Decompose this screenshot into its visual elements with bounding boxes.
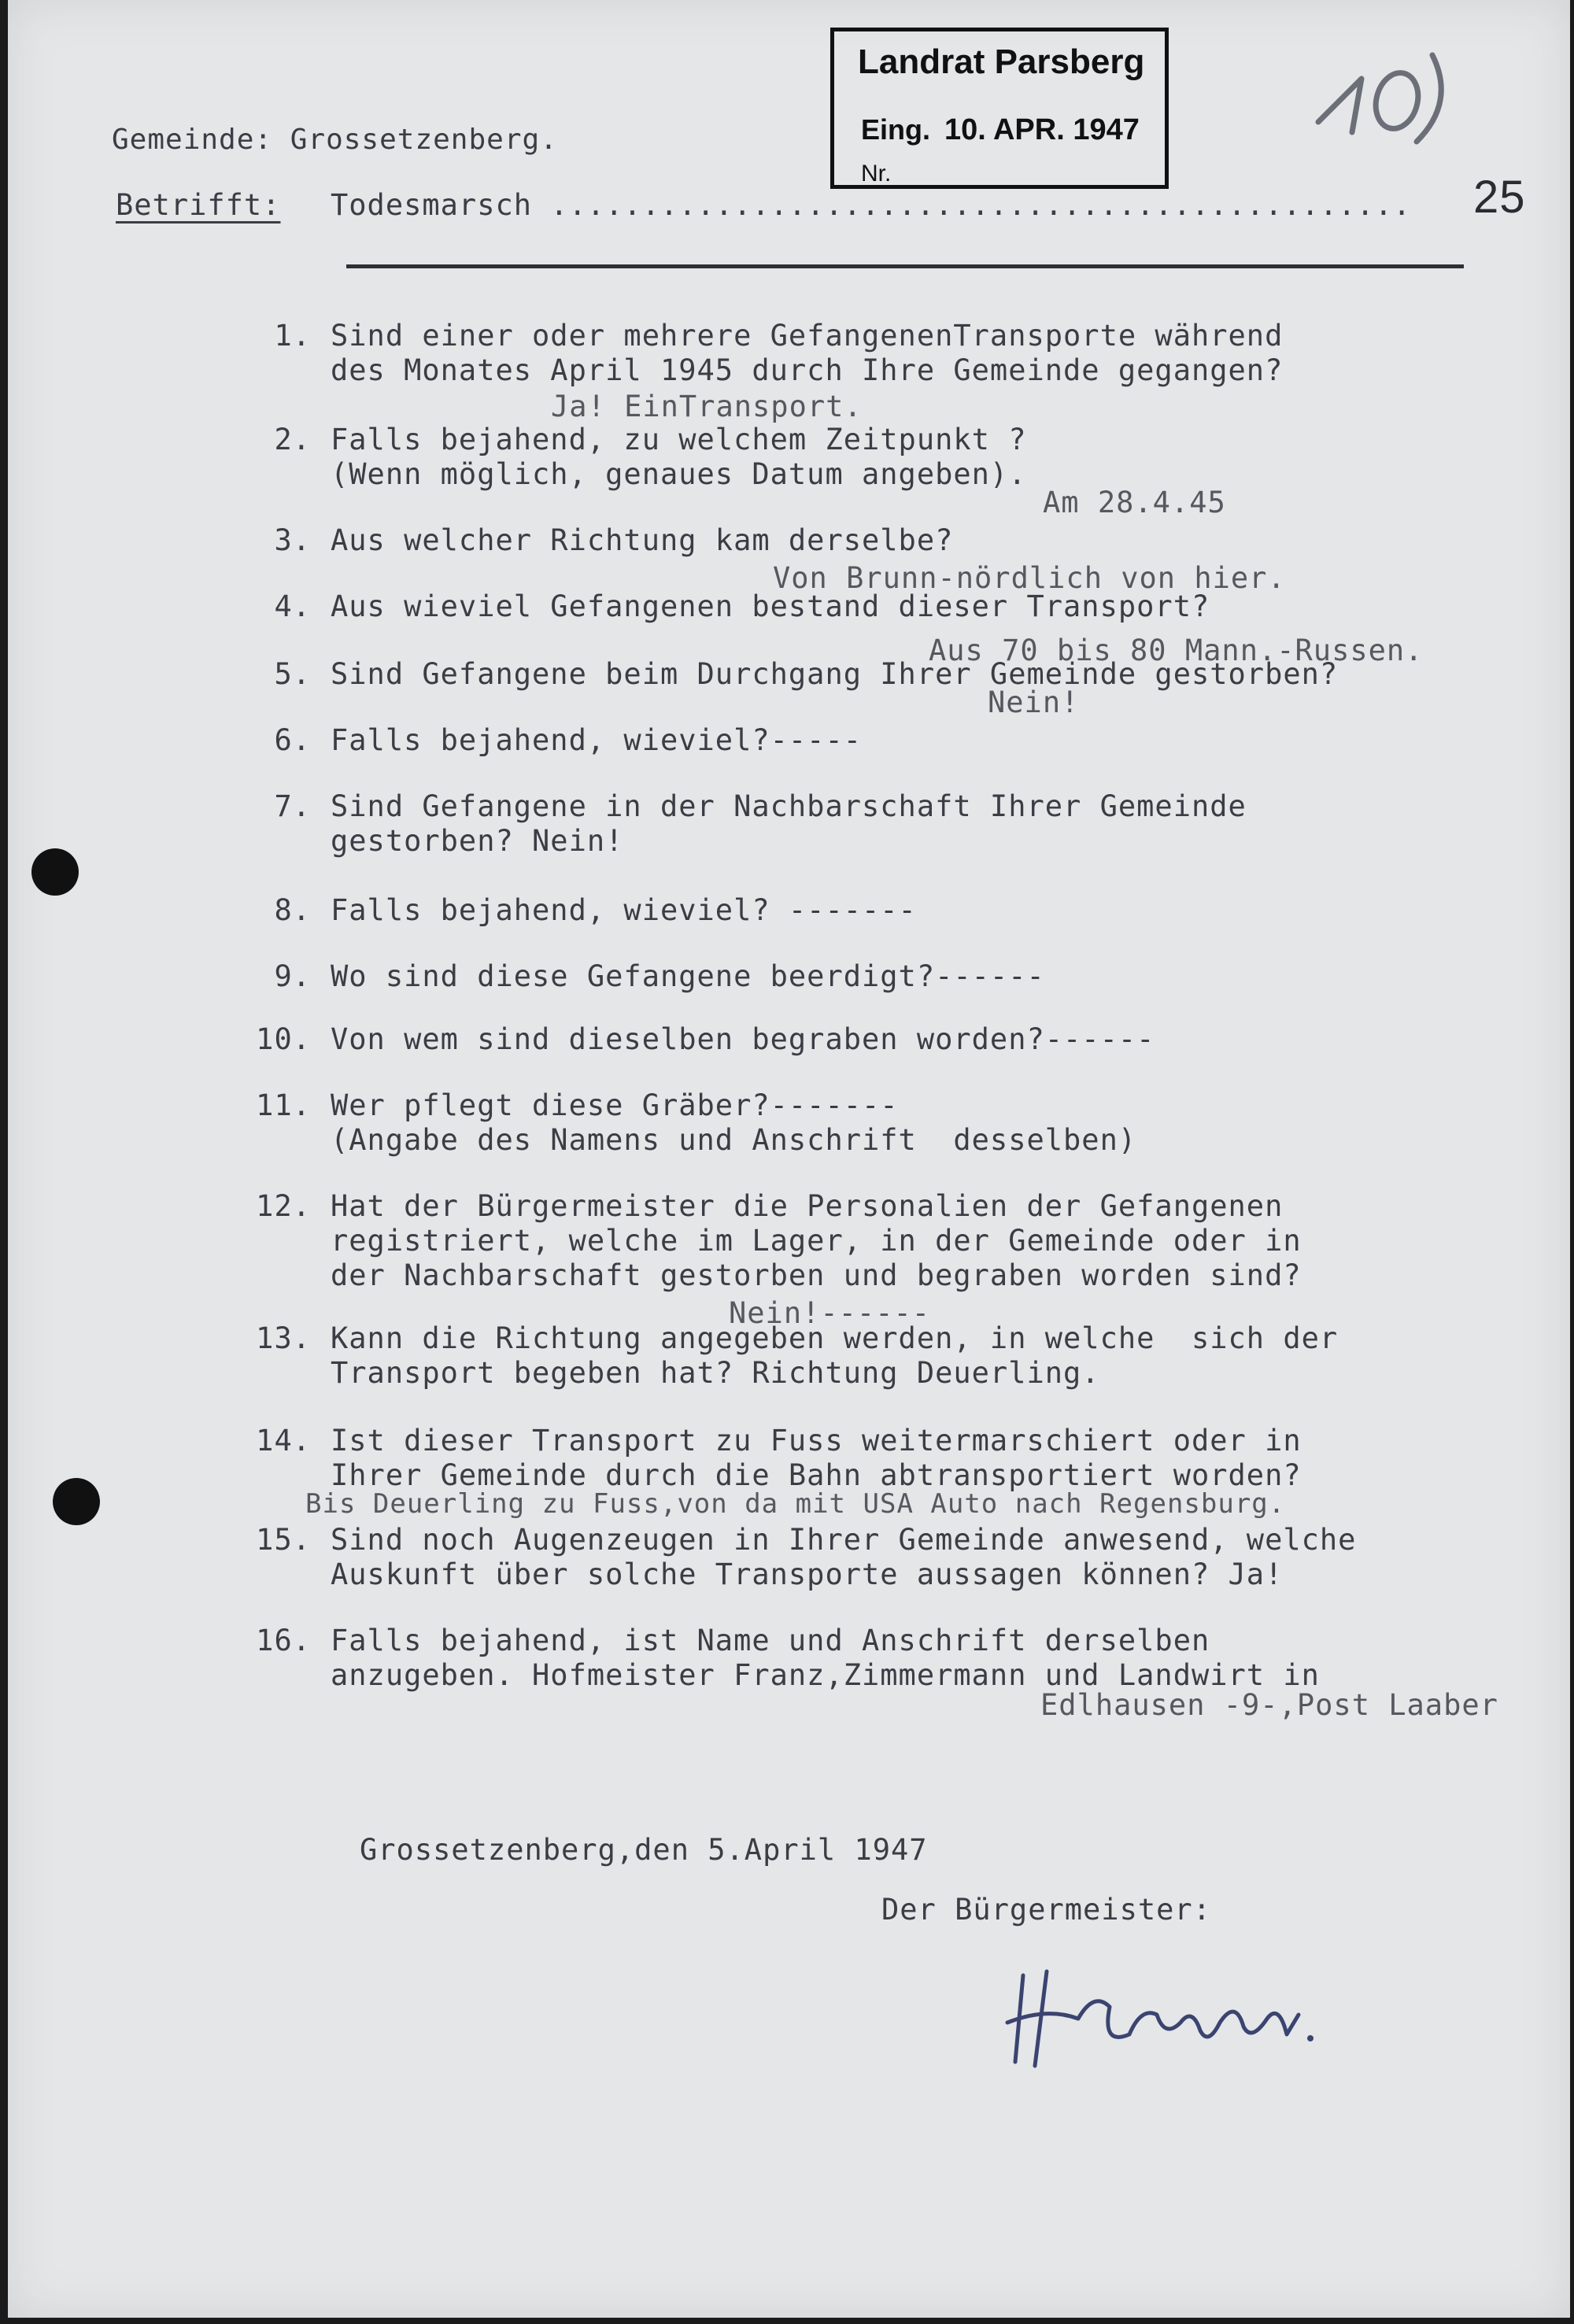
punch-hole-top: [31, 848, 79, 896]
q8-line1: Falls bejahend, wieviel? -------: [331, 893, 917, 927]
q7-line2: gestorben? Nein!: [331, 824, 624, 858]
q5-answer: Nein!: [988, 685, 1080, 719]
q3-line1: Aus welcher Richtung kam derselbe?: [331, 523, 954, 557]
q6-number: 6.: [274, 723, 311, 757]
header-divider: [346, 264, 1464, 268]
q6-line1: Falls bejahend, wieviel?-----: [331, 723, 863, 757]
document-page: [8, 0, 1570, 2318]
q12-answer: Nein!------: [729, 1296, 931, 1330]
stamp-nr-label: Nr.: [861, 161, 892, 187]
stamp-office: Landrat Parsberg: [858, 42, 1145, 81]
q11-number: 11.: [256, 1088, 311, 1122]
stamp-eing-label: Eing.: [861, 113, 930, 146]
signer-title: Der Bürgermeister:: [881, 1893, 1211, 1927]
q13-number: 13.: [256, 1321, 311, 1355]
q13-line1: Kann die Richtung angegeben werden, in welche sich der: [331, 1321, 1339, 1355]
q11-line1: Wer pflegt diese Gräber?-------: [331, 1088, 899, 1122]
betrifft-label: Betrifft:: [116, 188, 281, 222]
q12-number: 12.: [256, 1189, 311, 1223]
q7-line1: Sind Gefangene in der Nachbarschaft Ihrer Gemeinde: [331, 789, 1247, 823]
q15-number: 15.: [256, 1523, 311, 1557]
q14-line2: Ihrer Gemeinde durch die Bahn abtransportiert worden?: [331, 1458, 1302, 1492]
q14-answer: Bis Deuerling zu Fuss,von da mit USA Auto nach Regensburg.: [305, 1488, 1286, 1520]
betrifft-text: Todesmarsch ...............................................: [331, 188, 1412, 222]
q12-line3: der Nachbarschaft gestorben und begraben worden sind?: [331, 1258, 1302, 1292]
q1-line2: des Monates April 1945 durch Ihre Gemeinde gegangen?: [331, 353, 1284, 387]
q10-line1: Von wem sind dieselben begraben worden?------: [331, 1022, 1155, 1056]
q5-number: 5.: [274, 657, 311, 691]
handwritten-folio-number: [1306, 31, 1448, 150]
q14-line1: Ist dieser Transport zu Fuss weitermarschiert oder in: [331, 1424, 1302, 1458]
gemeinde-line: Gemeinde: Grossetzenberg.: [112, 124, 558, 156]
stamp-date: 10. APR. 1947: [944, 113, 1140, 146]
q3-number: 3.: [274, 523, 311, 557]
q13-line2: Transport begeben hat? Richtung Deuerling.: [331, 1356, 1100, 1390]
q2-line1: Falls bejahend, zu welchem Zeitpunkt ?: [331, 423, 1027, 456]
page-number: 25: [1473, 172, 1526, 223]
q1-answer: Ja! EinTransport.: [551, 390, 863, 423]
receipt-stamp: [830, 28, 1169, 189]
q2-line2: (Wenn möglich, genaues Datum angeben).: [331, 457, 1027, 491]
q4-answer: Aus 70 bis 80 Mann.-Russen.: [929, 634, 1424, 667]
handwritten-signature: [999, 1960, 1330, 2078]
q5-line1: Sind Gefangene beim Durchgang Ihrer Gemeinde gestorben?: [331, 657, 1339, 691]
q10-number: 10.: [256, 1022, 311, 1056]
q1-line1: Sind einer oder mehrere GefangenenTransporte während: [331, 319, 1284, 353]
q9-line1: Wo sind diese Gefangene beerdigt?------: [331, 959, 1045, 993]
q12-line2: registriert, welche im Lager, in der Gemeinde oder in: [331, 1224, 1302, 1258]
q1-number: 1.: [274, 319, 311, 353]
punch-hole-bottom: [53, 1478, 100, 1525]
place-and-date: Grossetzenberg,den 5.April 1947: [360, 1833, 928, 1867]
q16-line1: Falls bejahend, ist Name und Anschrift derselben: [331, 1624, 1210, 1657]
q3-answer: Von Brunn-nördlich von hier.: [773, 561, 1286, 595]
q11-line2: (Angabe des Namens und Anschrift desselben): [331, 1123, 1137, 1157]
q14-number: 14.: [256, 1424, 311, 1458]
q4-line1: Aus wieviel Gefangenen bestand dieser Transport?: [331, 589, 1210, 623]
q7-number: 7.: [274, 789, 311, 823]
q15-line1: Sind noch Augenzeugen in Ihrer Gemeinde anwesend, welche: [331, 1523, 1357, 1557]
q16-number: 16.: [256, 1624, 311, 1657]
q2-number: 2.: [274, 423, 311, 456]
q8-number: 8.: [274, 893, 311, 927]
q16-answer: Edlhausen -9-,Post Laaber: [1040, 1688, 1498, 1722]
q16-line2: anzugeben. Hofmeister Franz,Zimmermann und Landwirt in: [331, 1658, 1320, 1692]
q4-number: 4.: [274, 589, 311, 623]
q15-line2: Auskunft über solche Transporte aussagen können? Ja!: [331, 1557, 1284, 1591]
q9-number: 9.: [274, 959, 311, 993]
q2-answer: Am 28.4.45: [1043, 486, 1226, 519]
q12-line1: Hat der Bürgermeister die Personalien der Gefangenen: [331, 1189, 1284, 1223]
